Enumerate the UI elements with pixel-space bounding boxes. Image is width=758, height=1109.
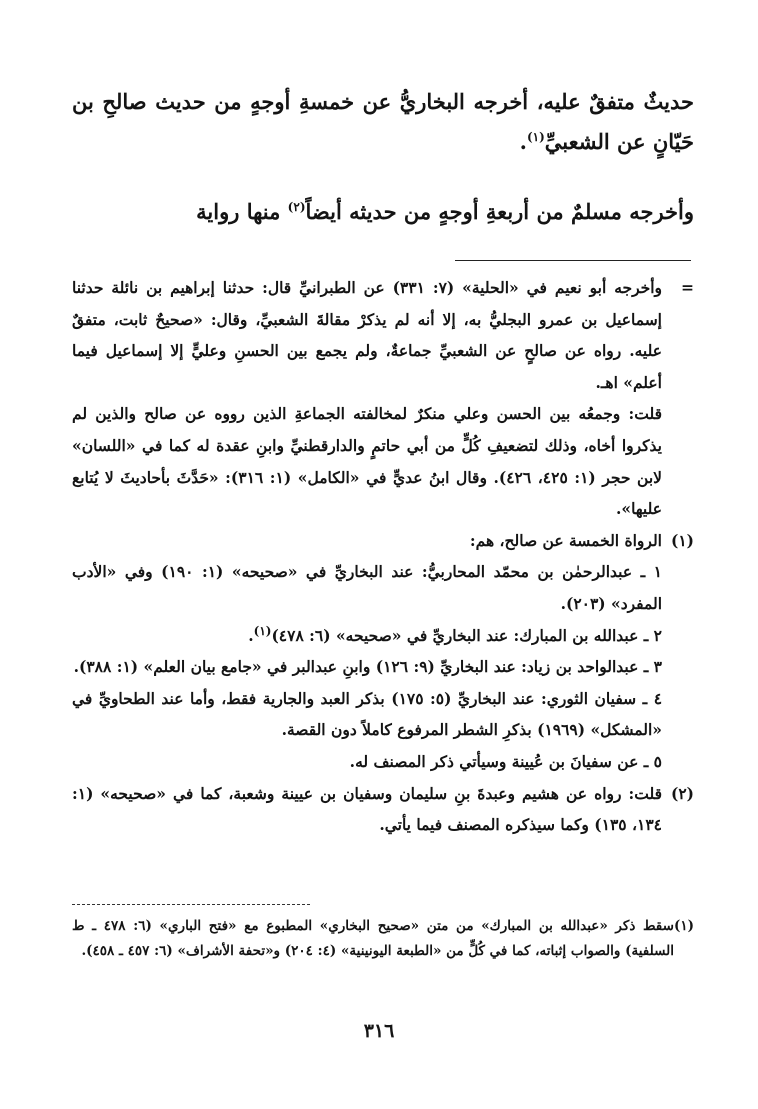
footnote-1-item-2-text: ٢ ـ عبدالله بن المبارك: عند البخاريِّ في «صحيحه» (٦: ٤٧٨) <box>271 625 662 645</box>
main-paragraph-1-text: حديثٌ متفقٌ عليه، أخرجه البخاريُّ عن خمسةِ أوجهٍ من حديث صالحِ بن حَيّانٍ عن الشعبيِّ <box>72 89 694 154</box>
footnote-ref-1: (١) <box>526 130 545 144</box>
main-paragraph-2 <box>72 192 694 232</box>
footnote-1-item-4: ٤ ـ سفيان الثوري: عند البخاريِّ (٥: ١٧٥) بذكر العبد والجارية فقط، وأما عند الطحاويِّ في «المشكل» (١٩٦٩) بذكرِ الشطر المرفوع كاملاً دون القصة. <box>72 688 663 740</box>
main-paragraph-2-end: منها رواية <box>196 199 288 224</box>
continuation-marker: = <box>681 278 694 297</box>
footnote-1-number: (١) <box>670 530 694 550</box>
footnote-1-item-2 <box>72 620 662 652</box>
footnote-1-item-5: ٥ ـ عن سفيانَ بن عُيينة وسيأتي ذكر المصنف له. <box>349 751 662 771</box>
editor-note-ref: (١) <box>253 623 272 638</box>
editor-notes <box>72 914 694 964</box>
footnote-1-item-1: ١ ـ عبدالرحمٰن بن محمّد المحاربيُّ: عند البخاريِّ في «صحيحه» (١: ١٩٠) وفي «الأدب المفرد» (٢٠٣). <box>72 562 662 613</box>
footnote-ref-2: (٢) <box>287 200 306 214</box>
footnote-1-item-3: ٣ ـ عبدالواحد بن زياد: عند البخاريِّ (٩: ١٢٦) وابنِ عبدالبر في «جامع بيان العلم» (١: ٣٨٨). <box>73 657 662 677</box>
main-paragraph-1-end: . <box>519 129 527 154</box>
main-paragraph-2-text: وأخرجه مسلمٌ من أربعةِ أوجهٍ من حديثه أيضاً <box>305 199 694 224</box>
footnote-2-text: قلت: رواه عن هشيم وعبدةَ بنِ سليمان وسفيان بن عيينة وشعبة، كما في «صحيحه» (١: ١٣٤، ١٣٥) وكما سيذكره المصنف فيما يأتي. <box>72 783 662 835</box>
footnote-separator <box>455 260 691 261</box>
main-paragraph-1 <box>72 82 694 162</box>
editor-note-1: (١)سقط ذكر «عبدالله بن المبارك» من متن «صحيح البخاري» المطبوع مع «فتح الباري» (٦: ٤٧٨ ـ ط السلفية) والصواب إثباته، كما في كُلٍّ من «الطبعة اليونينية» (٤: ٢٠٤) و«تحفة الأشراف» (٦: ٤٥٧ ـ ٤٥٨). <box>72 918 694 959</box>
footnote-1-item-2-end: . <box>248 625 254 645</box>
footnote-2-number: (٢) <box>670 783 694 803</box>
footnote-continued-paragraph-1: وأخرجه أبو نعيم في «الحلية» (٧: ٣٣١) عن الطبرانيِّ قال: حدثنا إبراهيم بن نائلة حدثنا إسماعيل بن عمرو البجليُّ به، إلا أنه لم يذكرْ مقالةَ الشعبيِّ، وقال: «صحيحٌ ثابت، متفقٌ عليه. رواه عن صالحٍ عن الشعبيِّ جماعةٌ، ولم يجمع بين الحسنِ وعليٍّ إلا إسماعيل فيما أعلم» اهـ. <box>72 278 663 392</box>
footnote-1 <box>72 525 694 778</box>
footnote-continued <box>72 272 694 525</box>
footnotes <box>72 272 694 841</box>
footnote-1-intro: الرواة الخمسة عن صالح، هم: <box>469 530 662 550</box>
footnote-2 <box>72 778 694 841</box>
editor-notes-separator <box>72 904 310 905</box>
footnote-continued-paragraph-2: قلت: وجمعُه بين الحسن وعلي منكرٌ لمخالفته الجماعةِ الذين رووه عن صالح والذين لم يذكروا أخاه، وذلك لتضعيفِ كُلٍّ من أبي حاتمٍ والدارقطنيِّ وابنِ عقدة له كما في «اللسان» لابن حجر (١: ٤٢٥، ٤٢٦). وقال ابنُ عديٍّ في «الكامل» (١: ٣١٦): «حَدَّثَ بأحاديثَ لا يُتابع عليها». <box>72 404 662 519</box>
page-number: ٣١٦ <box>363 1020 395 1042</box>
